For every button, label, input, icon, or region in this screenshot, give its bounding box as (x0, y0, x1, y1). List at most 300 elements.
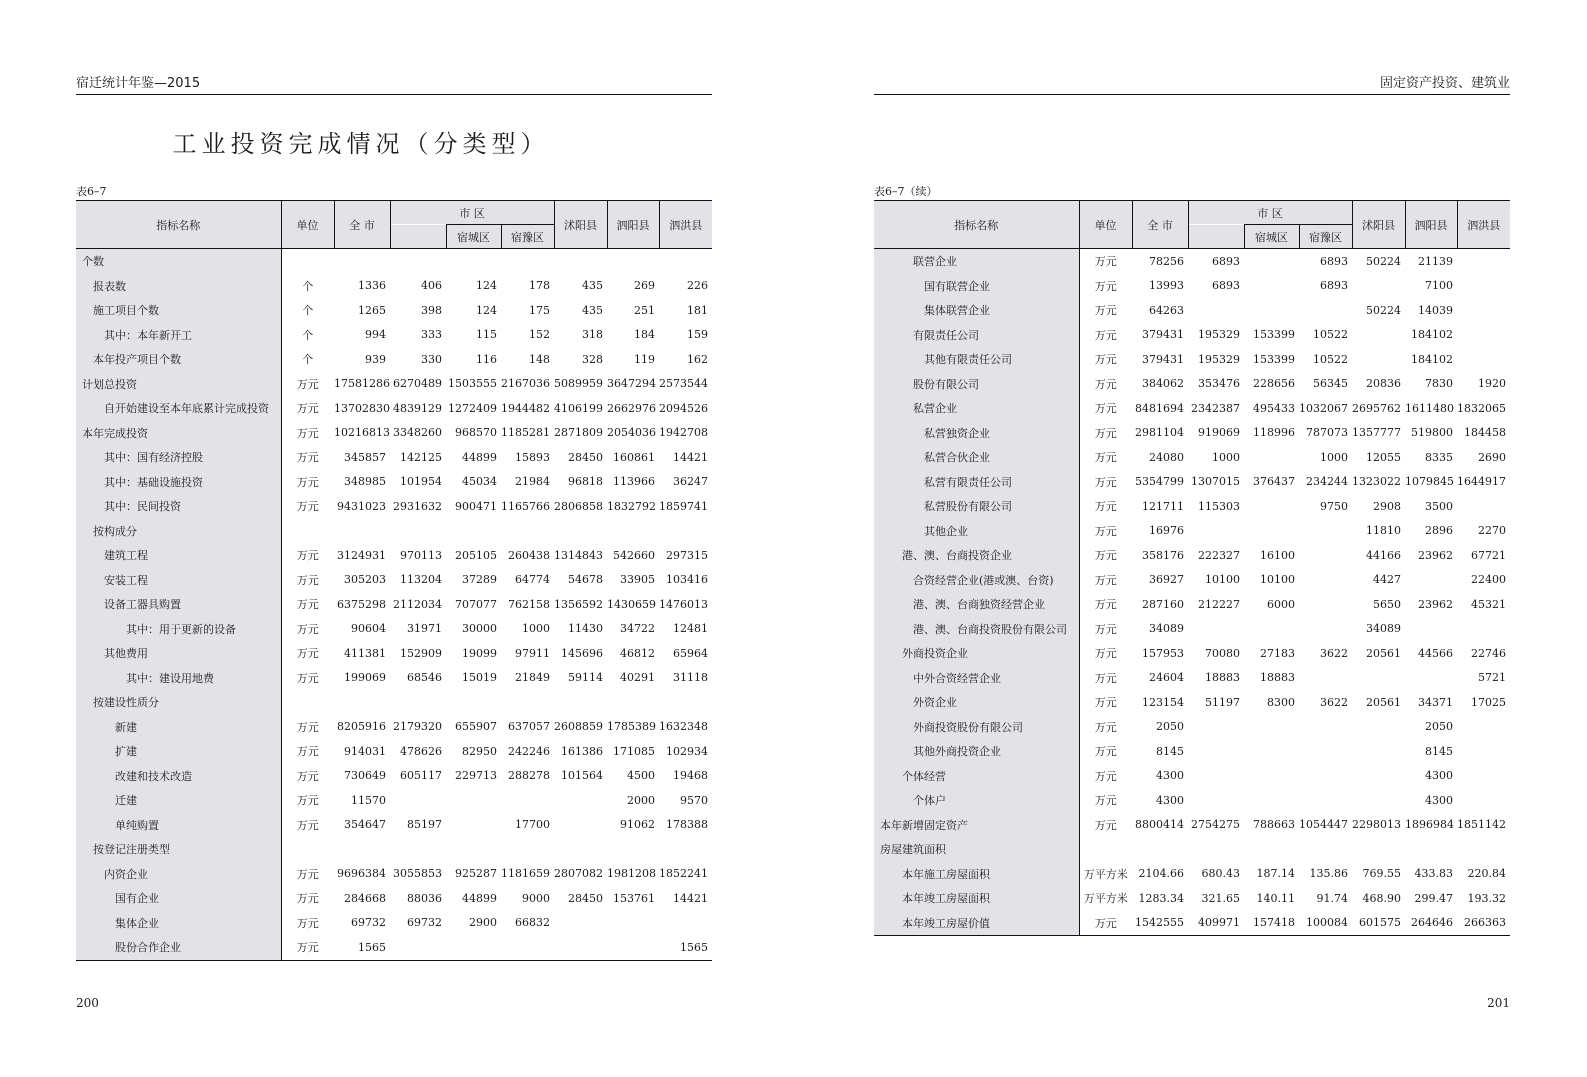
cell-value (1299, 617, 1352, 642)
cell-value (1405, 666, 1457, 691)
cell-value (1244, 764, 1299, 789)
header-urban-subtotal (390, 225, 446, 249)
cell-value (1244, 837, 1299, 862)
cell-value: 181 (687, 303, 709, 317)
cell-value: 2662976 (607, 401, 657, 415)
cell-value: 3622 (1320, 695, 1349, 709)
cell-value: 4500 (627, 769, 656, 783)
cell-value: 91.74 (1316, 891, 1349, 905)
cell-value (1244, 519, 1299, 544)
cell-value: 1503555 (448, 377, 497, 391)
cell-value: 28450 (568, 891, 604, 905)
cell-value: 195329 (1198, 352, 1240, 366)
header-siyang: 泗阳县 (1405, 201, 1457, 249)
cell-value (1132, 837, 1188, 862)
cell-value: 10100 (1260, 573, 1295, 587)
cell-value: 1942708 (659, 426, 709, 440)
table-row (76, 372, 712, 397)
row-unit: 万元 (1094, 549, 1117, 563)
cell-value: 655907 (455, 720, 497, 734)
cell-value: 19099 (462, 646, 497, 660)
cell-value: 123154 (1142, 695, 1184, 709)
cell-value: 96818 (568, 475, 604, 489)
cell-value: 1357777 (1352, 426, 1402, 440)
cell-value: 1476013 (659, 597, 709, 611)
row-unit: 万平方米 (1083, 867, 1128, 881)
cell-value (501, 690, 554, 715)
table-row (874, 494, 1510, 519)
cell-value: 115 (476, 328, 497, 342)
cell-value (1352, 347, 1405, 372)
cell-value: 37289 (462, 573, 497, 587)
table-row (874, 543, 1510, 568)
cell-value: 184 (634, 328, 656, 342)
row-label: 私营股份有限公司 (874, 494, 1079, 519)
investment-table-continued (874, 200, 1510, 936)
cell-value (1457, 617, 1510, 642)
cell-value: 82950 (462, 744, 497, 758)
cell-value: 9431023 (337, 499, 386, 513)
row-unit: 万元 (1094, 647, 1117, 661)
cell-value: 2270 (1478, 524, 1507, 538)
running-head (874, 76, 1510, 94)
header-unit: 单位 (1079, 201, 1132, 249)
cell-value (1352, 739, 1405, 764)
cell-value: 22746 (1471, 646, 1507, 660)
cell-value: 152909 (400, 646, 442, 660)
cell-value: 11570 (351, 793, 386, 807)
cell-value: 78256 (1149, 254, 1184, 268)
table-body (76, 249, 712, 961)
cell-value: 1000 (1212, 450, 1240, 464)
row-unit: 万元 (296, 720, 319, 734)
cell-value: 119 (634, 352, 656, 366)
cell-value: 199069 (344, 671, 386, 685)
cell-value: 914031 (344, 744, 386, 758)
cell-value: 23962 (1418, 597, 1454, 611)
cell-value: 435 (582, 303, 604, 317)
table-row (874, 347, 1510, 372)
table-row (874, 249, 1510, 274)
cell-value: 787073 (1306, 426, 1349, 440)
page-number: 200 (76, 996, 99, 1010)
header-urban: 市 区 (390, 201, 554, 225)
table-row (874, 715, 1510, 740)
cell-value (446, 935, 501, 960)
cell-value (554, 519, 607, 544)
cell-value: 1265 (358, 303, 386, 317)
cell-value: 18883 (1260, 671, 1295, 685)
table-row (874, 519, 1510, 544)
cell-value (1405, 617, 1457, 642)
cell-value: 10216813 (334, 426, 390, 440)
cell-value: 115303 (1198, 499, 1240, 513)
cell-value (1299, 739, 1352, 764)
cell-value: 260438 (508, 548, 551, 562)
cell-value (1457, 347, 1510, 372)
row-label: 迁建 (76, 788, 281, 813)
row-unit: 万元 (296, 671, 319, 685)
cell-value: 153399 (1253, 352, 1295, 366)
cell-value (501, 837, 554, 862)
cell-value (1188, 617, 1244, 642)
cell-value: 16976 (1149, 524, 1184, 538)
row-unit: 万元 (296, 647, 319, 661)
table-row (874, 421, 1510, 446)
row-unit: 万元 (1094, 794, 1117, 808)
cell-value: 103416 (666, 573, 709, 587)
row-unit: 万元 (296, 867, 319, 881)
cell-value (446, 837, 501, 862)
cell-value (446, 519, 501, 544)
cell-value: 8335 (1425, 450, 1454, 464)
cell-value: 4300 (1156, 793, 1184, 807)
cell-value (390, 249, 446, 274)
cell-value: 348985 (344, 475, 386, 489)
row-unit: 万元 (296, 916, 319, 930)
header-total: 全 市 (1132, 201, 1188, 249)
cell-value: 44899 (462, 891, 497, 905)
table-label: 表6–7 (76, 185, 107, 198)
cell-value: 24080 (1149, 450, 1184, 464)
table-row (874, 298, 1510, 323)
cell-value: 2807082 (554, 867, 604, 881)
row-label: 改建和技术改造 (76, 764, 281, 789)
cell-value (1457, 837, 1510, 862)
cell-value: 18883 (1205, 671, 1240, 685)
cell-value: 2342387 (1191, 401, 1240, 415)
cell-value: 1981208 (607, 867, 657, 881)
cell-value: 242246 (508, 744, 551, 758)
cell-value: 2806858 (554, 499, 604, 513)
cell-value: 970113 (400, 548, 442, 562)
cell-value: 1307015 (1191, 475, 1240, 489)
row-unit: 万平方米 (1083, 892, 1128, 906)
cell-value (1352, 323, 1405, 348)
cell-value: 5721 (1478, 671, 1507, 685)
cell-value: 212227 (1198, 597, 1240, 611)
cell-value: 266363 (1457, 911, 1510, 936)
cell-value (1405, 568, 1457, 593)
cell-value (1457, 788, 1510, 813)
cell-value: 187.14 (1256, 867, 1295, 881)
table-row (874, 764, 1510, 789)
cell-value (554, 249, 607, 274)
cell-value: 994 (365, 328, 386, 342)
cell-value: 1852241 (659, 867, 709, 881)
row-label: 国有联营企业 (874, 274, 1079, 299)
page-number: 201 (1487, 996, 1510, 1010)
cell-value: 17581286 (334, 377, 390, 391)
row-label: 联营企业 (874, 249, 1079, 274)
cell-value (1244, 249, 1299, 274)
cell-value (390, 837, 446, 862)
header-indicator: 指标名称 (76, 201, 281, 249)
cell-value: 411381 (344, 646, 386, 660)
cell-value: 398 (421, 303, 442, 317)
table-row (76, 494, 712, 519)
cell-value: 5650 (1373, 597, 1402, 611)
cell-value: 1054447 (1299, 818, 1349, 832)
cell-value (1299, 788, 1352, 813)
cell-value: 9570 (680, 793, 709, 807)
running-head (76, 76, 712, 94)
row-label: 其他外商投资企业 (874, 739, 1079, 764)
cell-value: 305203 (344, 573, 386, 587)
cell-value: 28450 (568, 450, 604, 464)
row-label: 按登记注册类型 (76, 837, 281, 862)
cell-value (1244, 788, 1299, 813)
cell-value: 358176 (1142, 548, 1184, 562)
header-unit: 单位 (281, 201, 334, 249)
cell-value: 14421 (673, 450, 709, 464)
row-label: 个体经营 (874, 764, 1079, 789)
cell-value: 3647294 (607, 377, 657, 391)
cell-value: 24604 (1149, 671, 1184, 685)
table-row (76, 666, 712, 691)
cell-value: 762158 (508, 597, 551, 611)
row-label: 其中：基础设施投资 (76, 470, 281, 495)
cell-value (607, 935, 659, 960)
cell-value: 12481 (673, 622, 709, 636)
cell-value: 6893 (1320, 279, 1349, 293)
row-unit: 万元 (1094, 598, 1117, 612)
row-unit: 万元 (1094, 475, 1117, 489)
cell-value: 234244 (1306, 475, 1349, 489)
header-indicator: 指标名称 (874, 201, 1079, 249)
cell-value (1188, 298, 1244, 323)
row-unit (281, 519, 334, 544)
cell-value: 297315 (666, 548, 709, 562)
cell-value: 8145 (1156, 744, 1184, 758)
cell-value: 2931632 (393, 499, 442, 513)
cell-value: 1165766 (501, 499, 551, 513)
cell-value (1188, 715, 1244, 740)
cell-value: 142125 (400, 450, 442, 464)
cell-value: 205105 (455, 548, 497, 562)
cell-value: 175 (529, 303, 551, 317)
cell-value: 2050 (1425, 720, 1454, 734)
cell-value: 1896984 (1405, 818, 1455, 832)
cell-value: 2054036 (607, 426, 657, 440)
cell-value: 40291 (620, 671, 656, 685)
cell-value: 9000 (522, 891, 551, 905)
table-row (874, 690, 1510, 715)
cell-value: 67721 (1471, 548, 1507, 562)
cell-value: 3124931 (337, 548, 386, 562)
cell-value: 2573544 (659, 377, 709, 391)
cell-value (446, 690, 501, 715)
cell-value (659, 837, 712, 862)
cell-value: 1430659 (607, 597, 657, 611)
cell-value: 8145 (1425, 744, 1454, 758)
cell-value: 299.47 (1414, 891, 1454, 905)
table-row (874, 666, 1510, 691)
cell-value: 195329 (1198, 328, 1240, 342)
row-unit: 万元 (1094, 500, 1117, 514)
row-unit: 万元 (1094, 279, 1117, 293)
cell-value: 2112034 (393, 597, 442, 611)
cell-value: 153761 (613, 891, 656, 905)
cell-value: 919069 (1198, 426, 1240, 440)
table-row (76, 470, 712, 495)
table-row (874, 641, 1510, 666)
cell-value: 34371 (1418, 695, 1454, 709)
cell-value (1299, 837, 1352, 862)
row-label: 股份合作企业 (76, 935, 281, 960)
cell-value: 101564 (561, 769, 604, 783)
row-label: 内资企业 (76, 862, 281, 887)
table-row (76, 347, 712, 372)
cell-value (1244, 739, 1299, 764)
row-label: 本年新增固定资产 (874, 813, 1079, 838)
row-label: 其中：本年新开工 (76, 323, 281, 348)
cell-value: 44899 (462, 450, 497, 464)
row-label: 股份有限公司 (874, 372, 1079, 397)
row-unit: 万元 (281, 935, 334, 960)
table-row (874, 788, 1510, 813)
cell-value (1352, 274, 1405, 299)
cell-value: 15019 (462, 671, 497, 685)
table-row (76, 592, 712, 617)
cell-value: 20561 (1366, 695, 1402, 709)
cell-value: 1944482 (501, 401, 551, 415)
header-urban-subtotal (1188, 225, 1244, 249)
cell-value (501, 519, 554, 544)
cell-value: 4300 (1425, 769, 1454, 783)
table-row (76, 298, 712, 323)
cell-value: 21139 (1418, 254, 1454, 268)
cell-value: 140.11 (1256, 891, 1295, 905)
cell-value: 11430 (568, 622, 604, 636)
cell-value: 287160 (1142, 597, 1184, 611)
cell-value: 69732 (351, 916, 386, 930)
cell-value: 7830 (1425, 377, 1454, 391)
cell-value: 321.65 (1201, 891, 1240, 905)
cell-value: 44566 (1418, 646, 1454, 660)
table-row (76, 739, 712, 764)
cell-value (659, 690, 712, 715)
cell-value: 2981104 (1135, 426, 1184, 440)
row-unit: 万元 (1094, 304, 1117, 318)
table-row (76, 911, 712, 936)
row-unit: 万元 (1094, 377, 1117, 391)
cell-value: 21984 (515, 475, 551, 489)
cell-value: 13993 (1149, 279, 1184, 293)
row-label: 集体企业 (76, 911, 281, 936)
table-row (874, 372, 1510, 397)
cell-value: 222327 (1198, 548, 1240, 562)
row-unit: 万元 (1094, 328, 1117, 342)
row-label: 外资企业 (874, 690, 1079, 715)
cell-value: 264646 (1405, 911, 1457, 936)
cell-value: 51197 (1205, 695, 1240, 709)
row-unit: 万元 (1094, 622, 1117, 636)
page-title: 工业投资完成情况（分类型） (172, 130, 550, 158)
cell-value (390, 519, 446, 544)
row-unit: 万元 (296, 892, 319, 906)
row-label: 个体户 (874, 788, 1079, 813)
row-unit: 万元 (296, 549, 319, 563)
cell-value: 36247 (673, 475, 709, 489)
table-row (874, 445, 1510, 470)
table-row (76, 837, 712, 862)
cell-value: 9750 (1320, 499, 1349, 513)
cell-value: 288278 (508, 769, 551, 783)
cell-value (390, 690, 446, 715)
cell-value: 161386 (561, 744, 604, 758)
cell-value: 788663 (1253, 818, 1295, 832)
cell-value (659, 911, 712, 936)
row-label: 私营独资企业 (874, 421, 1079, 446)
cell-value: 6893 (1320, 254, 1349, 268)
table-row (874, 886, 1510, 911)
table-row (76, 249, 712, 274)
investment-table (76, 200, 712, 961)
row-unit: 万元 (1094, 451, 1117, 465)
cell-value: 409971 (1188, 911, 1244, 936)
header-shuyang: 沭阳县 (554, 201, 607, 249)
header-suyu: 宿豫区 (501, 225, 554, 249)
cell-value: 519800 (1411, 426, 1454, 440)
cell-value: 6893 (1212, 254, 1240, 268)
cell-value: 20836 (1366, 377, 1402, 391)
cell-value (1244, 494, 1299, 519)
table-row (76, 396, 712, 421)
table-row (874, 617, 1510, 642)
cell-value: 1644917 (1457, 475, 1507, 489)
cell-value: 152 (529, 328, 551, 342)
cell-value: 2167036 (501, 377, 551, 391)
cell-value: 605117 (400, 769, 442, 783)
cell-value: 10100 (1205, 573, 1240, 587)
table-row (874, 592, 1510, 617)
cell-value: 2094526 (659, 401, 709, 415)
row-label: 中外合资经营企业 (874, 666, 1079, 691)
table-row (76, 935, 712, 960)
cell-value: 4300 (1425, 793, 1454, 807)
row-label: 本年完成投资 (76, 421, 281, 446)
cell-value: 1632348 (659, 720, 709, 734)
row-label: 有限责任公司 (874, 323, 1079, 348)
row-label: 计划总投资 (76, 372, 281, 397)
cell-value: 44166 (1366, 548, 1402, 562)
cell-value: 97911 (515, 646, 551, 660)
row-unit: 万元 (1094, 255, 1117, 269)
cell-value: 1832065 (1457, 401, 1507, 415)
cell-value: 45321 (1471, 597, 1507, 611)
table-row (874, 813, 1510, 838)
cell-value: 1859741 (659, 499, 709, 513)
table-row (874, 396, 1510, 421)
cell-value: 769.55 (1362, 867, 1402, 881)
table-row (874, 837, 1510, 862)
cell-value: 478626 (400, 744, 442, 758)
cell-value: 730649 (344, 769, 386, 783)
cell-value: 1832792 (607, 499, 657, 513)
row-unit: 万元 (296, 402, 319, 416)
row-unit: 万元 (296, 818, 319, 832)
table-row (76, 862, 712, 887)
row-unit: 万元 (1094, 720, 1117, 734)
row-unit: 万元 (1094, 573, 1117, 587)
header-shuyang: 沭阳县 (1352, 201, 1405, 249)
header-sihong: 泗洪县 (659, 201, 712, 249)
row-label: 施工项目个数 (76, 298, 281, 323)
cell-value: 148 (529, 352, 551, 366)
cell-value: 4106199 (554, 401, 604, 415)
row-label: 建筑工程 (76, 543, 281, 568)
